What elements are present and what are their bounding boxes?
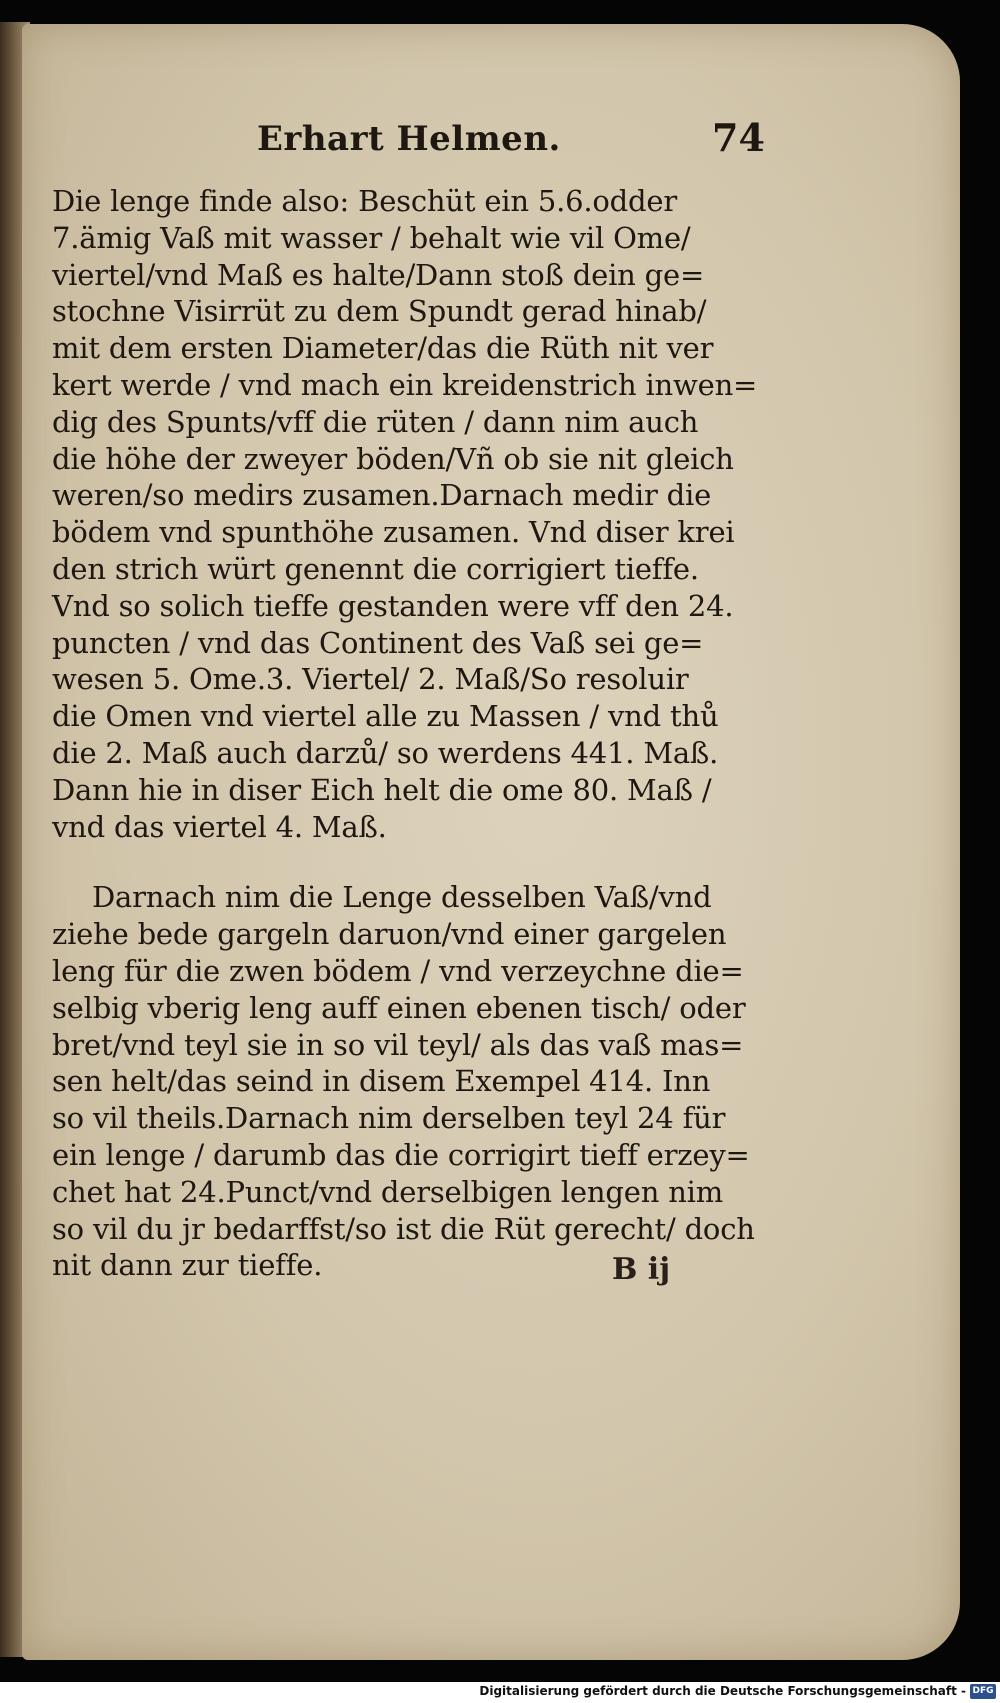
text-line: 7.ämig Vaß mit wasser / behalt wie vil Ome/: [52, 220, 691, 255]
paragraph-2: [52, 879, 812, 1284]
text-line: wesen 5. Ome.3. Viertel/ 2. Maß/So resoluir: [52, 662, 689, 697]
text-line: nit dann zur tieffe.: [52, 1248, 323, 1283]
text-line: so vil du jr bedarffst/so ist die Rüt gerecht/ doch: [52, 1211, 755, 1246]
text-line: bret/vnd teyl sie in so vil teyl/ als das vaß mas=: [52, 1027, 744, 1062]
text-line: mit dem ersten Diameter/das die Rüth nit ver: [52, 331, 714, 366]
footer-credit: Digitalisierung gefördert durch die Deutsche Forschungsgemeinschaft -: [479, 1684, 966, 1698]
signature-mark: B ij: [612, 1252, 671, 1287]
text-line: Darnach nim die Lenge desselben Vaß/vnd: [92, 880, 712, 915]
text-line: so vil theils.Darnach nim derselben teyl 24 für: [52, 1101, 726, 1136]
text-line: ein lenge / darumb das die corrigirt tieff erzey=: [52, 1137, 750, 1172]
text-line: Dann hie in diser Eich helt die ome 80. Maß /: [52, 772, 712, 807]
paragraph-1: [52, 183, 812, 845]
page-number: 74: [712, 115, 765, 160]
text-line: vnd das viertel 4. Maß.: [52, 809, 387, 844]
text-line: dig des Spunts/vff die rüten / dann nim auch: [52, 404, 699, 439]
text-line: Vnd so solich tieffe gestanden were vff den 24.: [52, 588, 734, 623]
dfg-logo: DFG: [970, 1684, 996, 1699]
text-line: den strich würt genennt die corrigiert tieffe.: [52, 551, 699, 586]
text-line: die höhe der zweyer böden/Vñ ob sie nit gleich: [52, 441, 734, 476]
text-line: sen helt/das seind in disem Exempel 414. Inn: [52, 1064, 711, 1099]
text-line: ziehe bede gargeln daruon/vnd einer gargelen: [52, 917, 727, 952]
text-line: stochne Visirrüt zu dem Spundt gerad hinab/: [52, 294, 707, 329]
page-content: [52, 115, 812, 1284]
text-line: viertel/vnd Maß es halte/Dann stoß dein ge=: [52, 257, 705, 292]
text-line: die Omen vnd viertel alle zu Massen / vnd thů: [52, 699, 719, 734]
text-line: puncten / vnd das Continent des Vaß sei ge=: [52, 625, 704, 660]
text-line: selbig vberig leng auff einen ebenen tisch/ oder: [52, 990, 746, 1025]
text-line: die 2. Maß auch darzů/ so werdens 441. Maß.: [52, 735, 719, 770]
page-header: [52, 115, 812, 177]
text-line: bödem vnd spunthöhe zusamen. Vnd diser krei: [52, 515, 735, 550]
text-line: kert werde / vnd mach ein kreidenstrich inwen=: [52, 367, 758, 402]
running-head: Erhart Helmen.: [257, 119, 561, 159]
text-line: leng für die zwen bödem / vnd verzeychne die=: [52, 953, 744, 988]
text-line: weren/so medirs zusamen.Darnach medir die: [52, 478, 712, 513]
text-line: chet hat 24.Punct/vnd derselbigen lengen nim: [52, 1174, 724, 1209]
book-page: [22, 24, 960, 1660]
text-line: Die lenge finde also: Beschüt ein 5.6.odder: [52, 184, 677, 218]
